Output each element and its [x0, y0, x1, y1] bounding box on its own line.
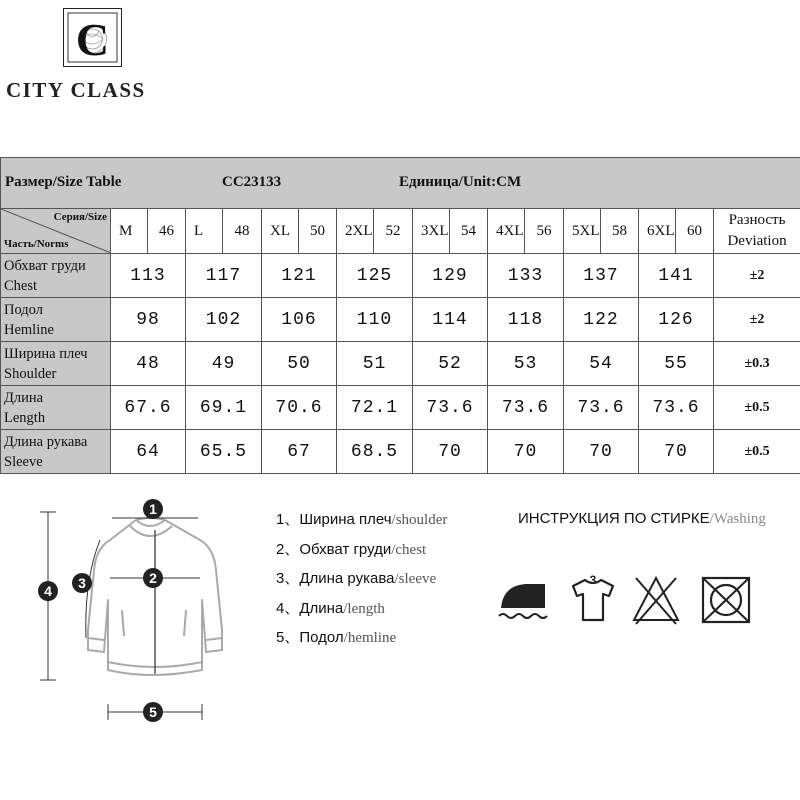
size-col [186, 209, 262, 254]
row-label-en: Shoulder [4, 365, 57, 382]
row-label-en: Length [4, 409, 46, 426]
iron-low-icon [499, 584, 547, 618]
table-cell: 70 [639, 430, 714, 474]
table-cell: 70 [413, 430, 488, 474]
size-number: 56 [536, 222, 552, 239]
table-cell: 54 [564, 342, 639, 386]
size-number: 58 [612, 222, 627, 239]
marker-3 [72, 573, 92, 593]
size-letter: 6XL [647, 222, 675, 239]
table-cell: 73.6 [639, 386, 714, 430]
legend-item: 5、Подол/hemline [276, 629, 397, 646]
legend-item: 2、Обхват груди/chest [276, 540, 427, 558]
deviation-header-en: Deviation [727, 233, 787, 249]
size-col [564, 209, 639, 254]
table-cell: 73.6 [488, 386, 564, 430]
table-title: Размер/Size Table [5, 174, 122, 190]
table-row [1, 386, 800, 430]
table-cell: 65.5 [186, 430, 262, 474]
legend-item: 3、Длина рукава/sleeve [276, 570, 437, 587]
svg-text:2: 2 [149, 570, 157, 586]
table-cell: 118 [488, 298, 564, 342]
table-cell: 53 [488, 342, 564, 386]
deviation-cell: ±0.5 [714, 386, 800, 430]
table-cell: 73.6 [413, 386, 488, 430]
table-cell: 48 [111, 342, 186, 386]
marker-4 [38, 581, 58, 601]
table-cell: 68.5 [337, 430, 413, 474]
table-cell: 122 [564, 298, 639, 342]
table-cell: 125 [337, 254, 413, 298]
deviation-cell: ±2 [714, 298, 800, 342]
corner-bottom-label: Часть/Norms [4, 238, 69, 250]
table-cell: 55 [639, 342, 714, 386]
size-columns-row [1, 209, 800, 254]
size-letter: 5XL [572, 222, 600, 239]
table-cell: 137 [564, 254, 639, 298]
table-cell: 69.1 [186, 386, 262, 430]
table-row [1, 342, 800, 386]
size-letter: M [119, 222, 133, 239]
marker-1 [143, 499, 163, 519]
table-cell: 141 [639, 254, 714, 298]
table-cell: 133 [488, 254, 564, 298]
jacket-diagram [0, 490, 260, 730]
size-number: 48 [234, 222, 250, 239]
table-cell: 72.1 [337, 386, 413, 430]
table-row [1, 430, 800, 474]
row-label-ru: Длина [4, 389, 44, 406]
table-cell: 126 [639, 298, 714, 342]
brand-logo [63, 8, 122, 67]
table-cell: 117 [186, 254, 262, 298]
deviation-header [714, 209, 800, 254]
table-cell: 106 [262, 298, 337, 342]
deviation-header-ru: Разность [728, 212, 786, 228]
row-label [1, 342, 111, 386]
row-label-en: Chest [4, 277, 38, 294]
table-cell: 110 [337, 298, 413, 342]
no-bleach-icon [634, 578, 678, 624]
unit-label: Единица/Unit:CM [399, 174, 522, 190]
table-cell: 102 [186, 298, 262, 342]
washing-icons [495, 572, 765, 632]
size-col [639, 209, 714, 254]
row-label-ru: Длина рукава [4, 433, 88, 450]
table-cell: 64 [111, 430, 186, 474]
size-number: 46 [159, 222, 174, 239]
row-label [1, 254, 111, 298]
table-cell: 73.6 [564, 386, 639, 430]
table-cell: 51 [337, 342, 413, 386]
table-cell: 129 [413, 254, 488, 298]
row-label [1, 430, 111, 474]
size-letter: 4XL [496, 222, 524, 239]
svg-text:1: 1 [149, 501, 157, 517]
svg-text:5: 5 [149, 704, 157, 720]
table-cell: 70 [564, 430, 639, 474]
table-row [1, 254, 800, 298]
row-label-ru: Ширина плеч [4, 345, 88, 362]
table-cell: 52 [413, 342, 488, 386]
svg-text:3: 3 [78, 575, 86, 591]
legend-item: 4、Длина/length [276, 599, 385, 617]
table-row [1, 298, 800, 342]
table-header-row [1, 158, 800, 209]
table-cell: 49 [186, 342, 262, 386]
table-cell: 121 [262, 254, 337, 298]
size-col [413, 209, 488, 254]
model-code: CC23133 [222, 174, 282, 190]
size-letter: L [194, 222, 204, 239]
row-label [1, 298, 111, 342]
size-col [337, 209, 413, 254]
size-letter: 2XL [345, 222, 373, 239]
washing-title-ru: ИНСТРУКЦИЯ ПО СТИРКЕ [518, 510, 710, 527]
measurement-legend [276, 508, 447, 656]
size-table [0, 157, 800, 474]
row-label-ru: Обхват груди [4, 257, 86, 274]
row-label-en: Sleeve [4, 453, 43, 470]
row-label [1, 386, 111, 430]
size-number: 54 [461, 222, 476, 239]
size-letter: XL [270, 222, 290, 239]
washing-title [518, 510, 766, 528]
corner-cell [1, 209, 111, 254]
deviation-cell: ±2 [714, 254, 800, 298]
deviation-cell: ±0.3 [714, 342, 800, 386]
table-cell: 70 [488, 430, 564, 474]
wash-30-icon [573, 573, 613, 620]
marker-2 [143, 568, 163, 588]
table-cell: 70.6 [262, 386, 337, 430]
marker-5 [143, 702, 163, 722]
no-tumble-dry-icon [703, 578, 749, 622]
svg-text:3: 3 [589, 573, 597, 587]
table-cell: 98 [111, 298, 186, 342]
table-cell: 114 [413, 298, 488, 342]
size-number: 60 [687, 222, 702, 239]
table-cell: 113 [111, 254, 186, 298]
table-cell: 50 [262, 342, 337, 386]
row-label-ru: Подол [4, 301, 43, 318]
washing-title-en: /Washing [709, 511, 766, 527]
deviation-cell: ±0.5 [714, 430, 800, 474]
svg-text:4: 4 [44, 583, 52, 599]
size-col [262, 209, 337, 254]
legend-item: 1、Ширина плеч/shoulder [276, 511, 448, 528]
size-col [111, 209, 186, 254]
logo-letter: C [75, 14, 110, 65]
size-letter: 3XL [421, 222, 449, 239]
row-label-en: Hemline [4, 321, 54, 338]
corner-top-label: Серия/Size [53, 211, 107, 223]
size-col [488, 209, 564, 254]
size-number: 52 [385, 222, 401, 239]
table-cell: 67 [262, 430, 337, 474]
size-number: 50 [310, 222, 325, 239]
table-cell: 67.6 [111, 386, 186, 430]
brand-name: CITY CLASS [6, 78, 146, 102]
